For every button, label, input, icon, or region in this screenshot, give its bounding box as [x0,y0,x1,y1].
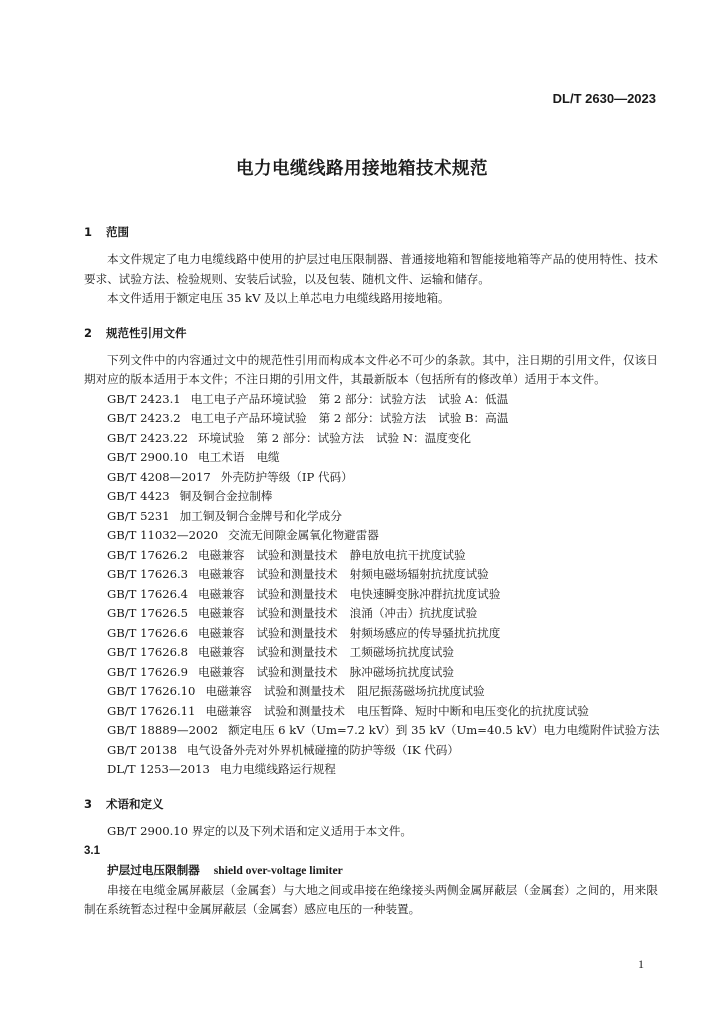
reference-title: 电磁兼容 [205,684,252,698]
standard-number: DL/T 2630—2023 [552,91,656,106]
reference-title: 铜及铜合金拉制棒 [179,489,273,503]
reference-code: GB/T 17626.6 [107,625,189,640]
reference-code: GB/T 4208—2017 [107,469,211,484]
reference-item [84,585,658,605]
reference-title: 电磁兼容 [198,547,245,562]
reference-title: 额定电压 6 kV（Um=7.2 kV）到 35 kV（Um=40.5 kV）电力电缆附件试验方法 [228,723,660,737]
reference-item [84,604,658,624]
reference-part: 试验和测量技术 [263,684,345,698]
reference-sub: 阻尼振荡磁场抗扰度试验 [357,684,485,698]
section-title: 规范性引用文件 [106,325,187,340]
reference-part: 试验和测量技术 [256,625,338,640]
reference-part: 试验和测量技术 [256,606,338,620]
reference-title: 交流无间隙金属氧化物避雷器 [228,528,379,542]
section-3-heading [84,794,658,814]
section-2-heading [84,323,658,343]
reference-item [84,429,658,449]
reference-title: 环境试验 [198,430,245,445]
reference-sub: 静电放电抗干扰度试验 [349,547,466,562]
reference-part: 试验和测量技术 [256,567,338,581]
reference-code: GB/T 2423.1 [107,391,181,406]
reference-title: 电磁兼容 [198,606,245,620]
reference-code: GB/T 17626.4 [107,586,189,601]
reference-sub: 脉冲磁场抗扰度试验 [349,664,454,679]
reference-item [84,390,658,410]
reference-item [84,468,658,488]
reference-code: GB/T 11032—2020 [107,528,219,542]
reference-title: 电气设备外壳对外界机械碰撞的防护等级（IK 代码） [187,742,459,757]
reference-item [84,741,658,761]
reference-title: 电磁兼容 [198,625,245,640]
reference-item [84,682,658,702]
term-number: 3.1 [84,845,100,857]
references-intro: 下列文件中的内容通过文中的规范性引用而构成本文件必不可少的条款。其中，注日期的引用文件，仅该日期对应的版本适用于本文件；不注日期的引用文件，其最新版本（包括所有的修改单）适用于本文件。 [84,352,658,386]
reference-code: DL/T 1253—2013 [107,762,210,776]
reference-code: GB/T 17626.3 [107,567,189,581]
section-number: 2 [84,325,93,340]
reference-part: 试验和测量技术 [256,664,338,679]
reference-code: GB/T 2423.22 [107,430,189,445]
section-title: 范围 [106,225,129,239]
reference-code: GB/T 17626.8 [107,645,189,659]
reference-sub: 试验 B：高温 [438,411,509,425]
reference-sub: 试验 A：低温 [438,391,509,406]
reference-sub: 射频电磁场辐射抗扰度试验 [349,567,489,581]
section-title: 术语和定义 [106,796,164,811]
reference-title: 电磁兼容 [198,586,245,601]
section-1-heading [84,222,658,242]
reference-item [84,663,658,683]
reference-item [84,409,658,429]
reference-code: GB/T 17626.2 [107,547,189,562]
term-definition: 串接在电缆金属屏蔽层（金属套）与大地之间或串接在绝缘接头两侧金属屏蔽层（金属套）之间的，用来限制在系统暂态过程中金属屏蔽层（金属套）感应电压的一种装置。 [84,882,658,916]
term-name-en: shield over-voltage limiter [213,864,343,877]
reference-item [84,721,658,741]
reference-item [84,760,658,780]
reference-sub: 浪涌（冲击）抗扰度试验 [349,606,478,620]
reference-sub: 试验 N：温度变化 [375,430,471,445]
reference-title: 电工电子产品环境试验 [190,391,307,406]
reference-part: 第 2 部分：试验方法 [318,391,427,406]
reference-part: 第 2 部分：试验方法 [318,411,427,425]
reference-item [84,487,658,507]
reference-title: 电工术语 [198,450,245,464]
reference-code: GB/T 18889—2002 [107,723,219,737]
document-title: 电力电缆线路用接地箱技术规范 [236,159,488,179]
term-name-zh: 护层过电压限制器 [107,863,200,877]
reference-sub: 电压暂降、短时中断和电压变化的抗扰度试验 [357,703,589,718]
reference-part: 试验和测量技术 [256,586,338,601]
reference-title: 电磁兼容 [198,645,245,659]
section-number: 3 [84,796,93,811]
page-number: 1 [638,957,644,971]
reference-item [84,526,658,546]
reference-item [84,624,658,644]
section-number: 1 [84,225,93,239]
scope-paragraph-2: 本文件适用于额定电压 35 kV 及以上单芯电力电缆线路用接地箱。 [107,291,450,305]
reference-title: 加工铜及铜合金牌号和化学成分 [179,508,342,523]
reference-item [84,565,658,585]
reference-item [84,546,658,566]
term-heading [84,861,658,881]
terms-intro: GB/T 2900.10 界定的以及下列术语和定义适用于本文件。 [107,823,413,838]
reference-code: GB/T 17626.5 [107,606,189,620]
reference-code: GB/T 17626.10 [107,684,196,698]
scope-paragraph-1: 本文件规定了电力电缆线路中使用的护层过电压限制器、普通接地箱和智能接地箱等产品的使用特性、技术要求、试验方法、检验规则、安装后试验，以及包装、随机文件、运输和储存。 [84,252,658,286]
reference-part: 试验和测量技术 [256,645,338,659]
reference-part: 第 2 部分：试验方法 [256,430,364,445]
reference-title: 电力电缆线路运行规程 [219,762,336,776]
reference-title: 电磁兼容 [205,703,252,718]
reference-code: GB/T 2423.2 [107,411,181,425]
reference-item [84,643,658,663]
reference-code: GB/T 17626.11 [107,703,196,718]
reference-item [84,507,658,527]
reference-title: 电磁兼容 [198,567,245,581]
reference-title: 电工电子产品环境试验 [190,411,307,425]
reference-code: GB/T 4423 [107,489,170,503]
reference-code: GB/T 5231 [107,508,170,523]
reference-part: 试验和测量技术 [263,703,345,718]
reference-list [84,390,658,780]
reference-item [84,702,658,722]
reference-code: GB/T 17626.9 [107,664,189,679]
reference-sub: 射频场感应的传导骚扰抗扰度 [349,625,501,640]
reference-sub: 工频磁场抗扰度试验 [349,645,454,659]
reference-code: GB/T 20138 [107,742,177,757]
reference-title: 外壳防护等级（IP 代码） [220,469,353,484]
document-body [84,222,658,920]
reference-item [84,448,658,468]
reference-part: 试验和测量技术 [256,547,338,562]
reference-title: 电磁兼容 [198,664,245,679]
reference-code: GB/T 2900.10 [107,450,189,464]
reference-sub: 电快速瞬变脉冲群抗扰度试验 [349,586,501,601]
reference-part: 电缆 [256,450,280,464]
